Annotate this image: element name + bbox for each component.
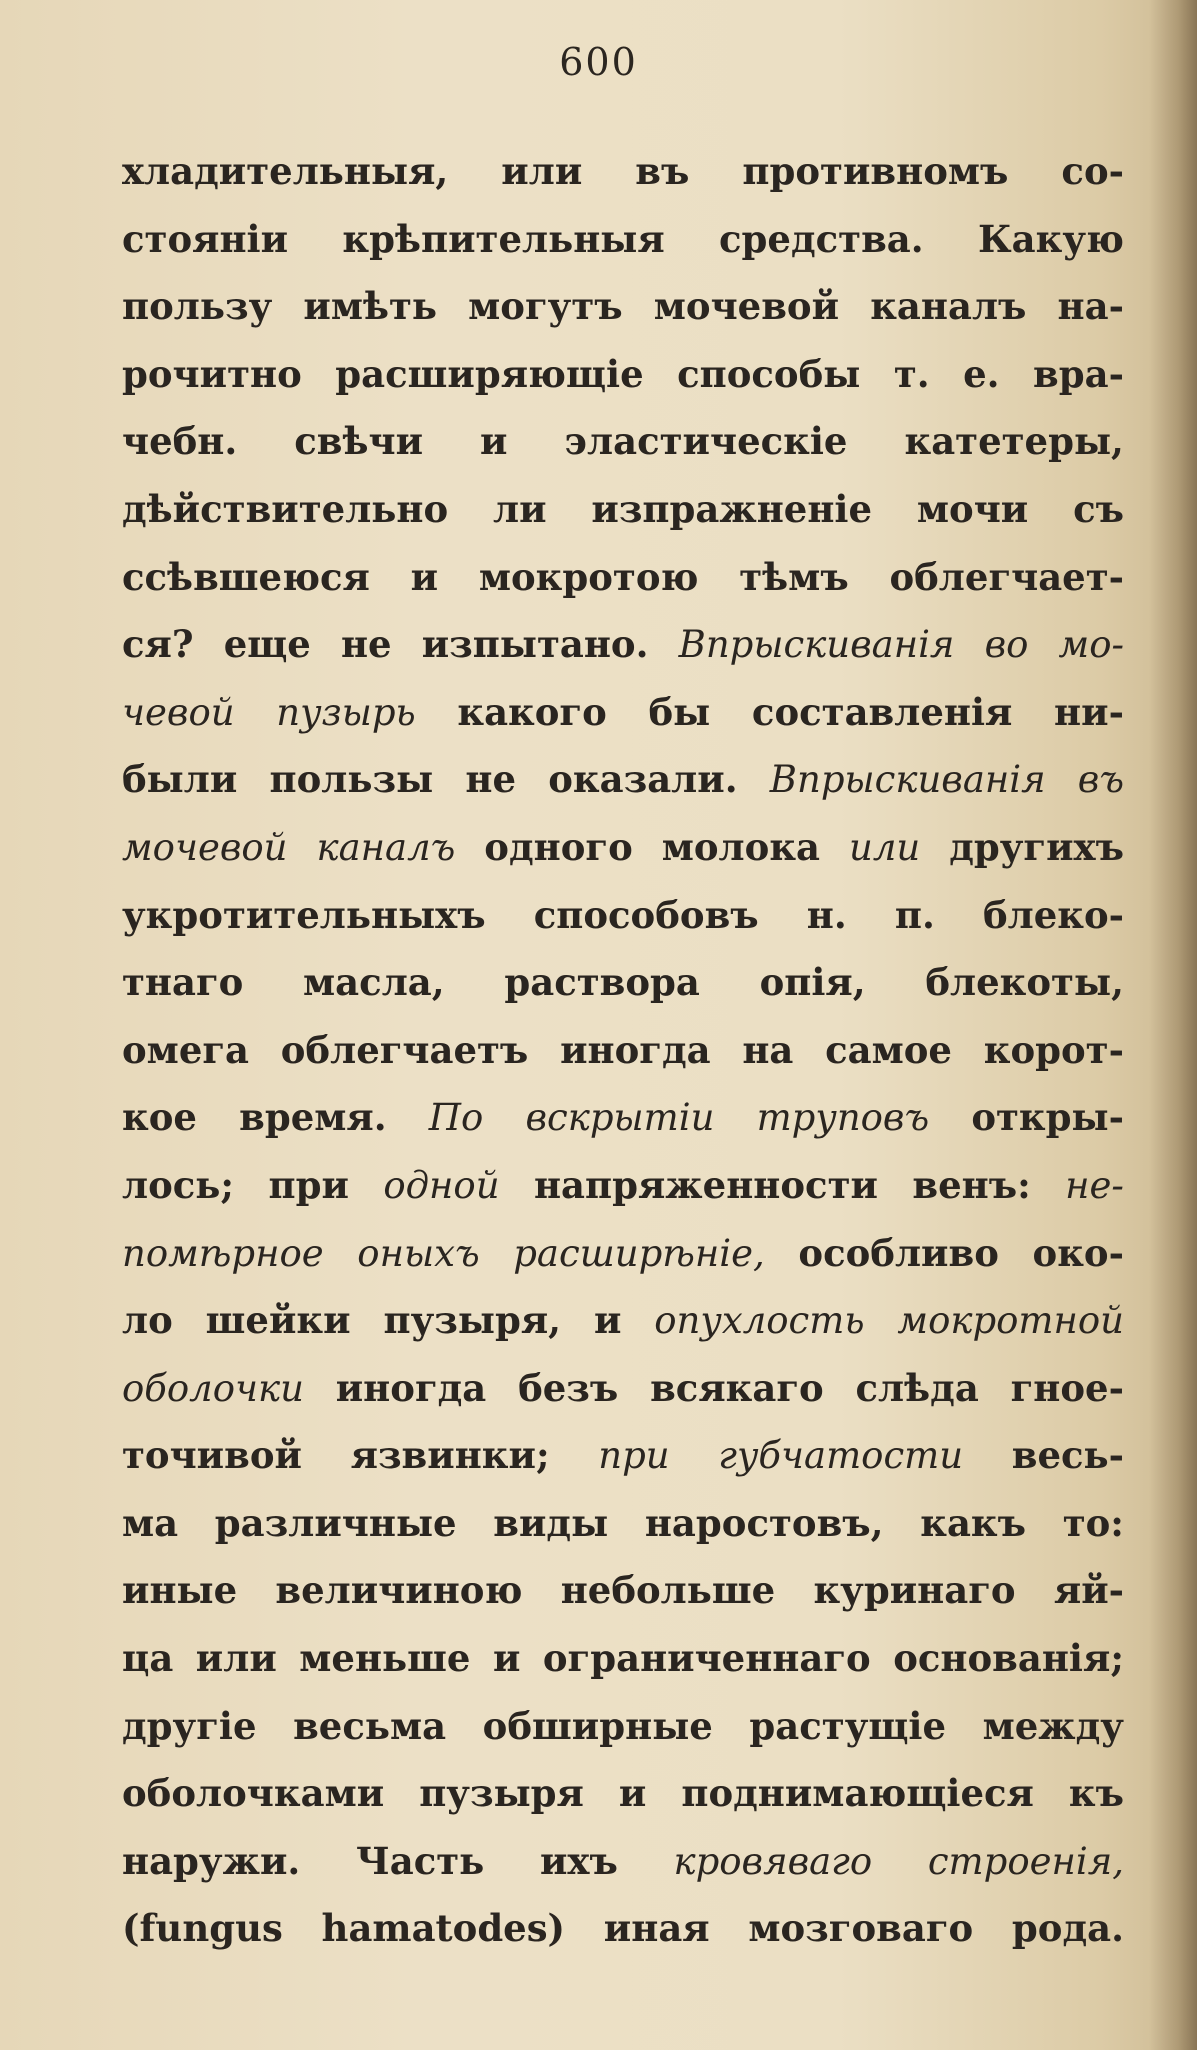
word: ссѣвшеюся xyxy=(122,554,370,599)
word: обширные xyxy=(482,1703,713,1748)
word: какого xyxy=(457,689,607,734)
italic-word: не- xyxy=(1065,1163,1124,1207)
word: расширяющіе xyxy=(335,351,644,396)
italic-word: труповъ xyxy=(756,1096,930,1140)
word: т. xyxy=(893,351,930,396)
text-line xyxy=(122,1625,1124,1693)
word: п. xyxy=(894,892,935,937)
word: составленія xyxy=(751,689,1013,734)
word: со- xyxy=(1061,149,1124,193)
word: и xyxy=(593,1298,622,1343)
word: пузыря, xyxy=(383,1298,562,1343)
text-line xyxy=(122,476,1124,544)
text-line xyxy=(122,1693,1124,1761)
word: ни- xyxy=(1054,689,1124,734)
word: молока xyxy=(661,824,821,869)
word: шейки xyxy=(205,1298,351,1343)
word: величиною xyxy=(275,1568,523,1613)
word: оболочками xyxy=(122,1771,385,1816)
word: точивой xyxy=(122,1433,302,1478)
word: самое xyxy=(825,1027,952,1072)
italic-word: мочевой xyxy=(122,825,288,869)
word: катетеры, xyxy=(904,419,1124,464)
word: или xyxy=(195,1636,277,1681)
word: весьма xyxy=(293,1703,447,1748)
word: поднимающіеся xyxy=(681,1771,1034,1816)
word: еще xyxy=(223,622,311,667)
word: ли xyxy=(493,486,547,531)
text-line xyxy=(122,408,1124,476)
word: язвинки; xyxy=(350,1433,550,1478)
word: не xyxy=(465,757,517,802)
word: ся? xyxy=(122,622,194,667)
word: ма xyxy=(122,1500,179,1545)
word: въ xyxy=(635,149,690,193)
italic-word: каналъ xyxy=(316,825,456,869)
page-number: 600 xyxy=(559,40,638,84)
text-line xyxy=(122,1355,1124,1423)
page-edge-shadow xyxy=(1149,0,1197,2050)
text-line xyxy=(122,206,1124,274)
word: вра- xyxy=(1033,351,1124,396)
word: различные xyxy=(214,1500,457,1545)
word: способы xyxy=(677,351,861,396)
text-line xyxy=(122,138,1124,206)
word: ихъ xyxy=(539,1838,618,1883)
text-line xyxy=(122,1017,1124,1085)
italic-word: опухлость xyxy=(654,1299,865,1343)
italic-word: при xyxy=(598,1434,670,1478)
word: стояніи xyxy=(122,216,289,261)
italic-word: мокротной xyxy=(897,1299,1124,1343)
word: каналъ xyxy=(870,284,1027,329)
word: рода. xyxy=(1011,1906,1124,1951)
italic-word: помѣрное xyxy=(122,1231,324,1275)
word: (fungus xyxy=(122,1906,283,1951)
italic-word: чевой xyxy=(122,690,235,734)
text-line xyxy=(122,882,1124,950)
word: на- xyxy=(1057,284,1124,329)
word: дѣйствительно xyxy=(122,486,449,531)
word: облегчаетъ xyxy=(280,1027,529,1072)
italic-word: пузырь xyxy=(276,690,416,734)
word: тнаго xyxy=(122,960,244,1005)
word: слѣда xyxy=(855,1365,979,1410)
word: откры- xyxy=(971,1095,1124,1140)
word: другихъ xyxy=(949,824,1124,869)
word: укротительныхъ xyxy=(122,892,486,937)
word: изпытано. xyxy=(421,622,649,667)
word: съ xyxy=(1073,486,1124,531)
text-line xyxy=(122,1422,1124,1490)
italic-word: во xyxy=(984,623,1029,667)
word: всякаго xyxy=(650,1365,824,1410)
word: мозговаго xyxy=(748,1906,974,1951)
text-line xyxy=(122,1287,1124,1355)
body-text xyxy=(122,138,1124,1963)
word: одного xyxy=(484,824,633,869)
word: облегчает- xyxy=(889,554,1124,599)
word: омега xyxy=(122,1027,250,1072)
word: мочевой xyxy=(653,284,840,329)
text-line xyxy=(122,1490,1124,1558)
word: изпражненіе xyxy=(591,486,873,531)
text-line xyxy=(122,1828,1124,1896)
text-line xyxy=(122,1760,1124,1828)
italic-word: вскрытіи xyxy=(525,1096,715,1140)
word: и xyxy=(618,1771,647,1816)
italic-word: оболочки xyxy=(122,1366,304,1410)
italic-word: расширѣніе, xyxy=(513,1231,765,1275)
italic-word: Впрыскиванія xyxy=(678,623,955,667)
text-line xyxy=(122,1895,1124,1963)
word: н. xyxy=(806,892,847,937)
word: яй- xyxy=(1053,1568,1124,1613)
word: иная xyxy=(603,1906,710,1951)
word: были xyxy=(122,757,238,802)
word: гное- xyxy=(1010,1365,1124,1410)
word: ограниченнаго xyxy=(542,1636,871,1681)
word: ца xyxy=(122,1636,174,1681)
italic-word: Впрыскиванія xyxy=(769,758,1046,802)
text-line xyxy=(122,746,1124,814)
word: наружи. xyxy=(122,1838,301,1883)
word: иногда xyxy=(335,1365,487,1410)
word: куринаго xyxy=(813,1568,1016,1613)
word: иногда xyxy=(560,1027,711,1072)
text-line xyxy=(122,814,1124,882)
word: пользу xyxy=(122,284,273,329)
text-line xyxy=(122,1152,1124,1220)
word: имѣть xyxy=(303,284,438,329)
word: опія, xyxy=(759,960,866,1005)
word: особливо xyxy=(798,1230,999,1275)
text-line xyxy=(122,1084,1124,1152)
word: око- xyxy=(1032,1230,1124,1275)
text-line xyxy=(122,341,1124,409)
word: кое xyxy=(122,1095,197,1140)
word: на xyxy=(742,1027,794,1072)
word: виды xyxy=(493,1500,609,1545)
word: масла, xyxy=(303,960,445,1005)
word: пузыря xyxy=(419,1771,584,1816)
word: свѣчи xyxy=(294,419,424,464)
text-line xyxy=(122,679,1124,747)
word: и xyxy=(492,1636,521,1681)
word: могутъ xyxy=(468,284,623,329)
word: эластическіе xyxy=(564,419,848,464)
word: весь- xyxy=(1011,1433,1124,1478)
italic-word: мо- xyxy=(1058,623,1124,667)
word: пользы xyxy=(269,757,434,802)
word: Какую xyxy=(977,216,1124,261)
word: основанія; xyxy=(893,1636,1124,1681)
italic-word: оныхъ xyxy=(357,1231,480,1275)
word: мочи xyxy=(916,486,1029,531)
word: оказали. xyxy=(548,757,738,802)
word: е. xyxy=(963,351,1000,396)
italic-word: въ xyxy=(1077,758,1124,802)
word: противномъ xyxy=(742,149,1009,193)
word: при xyxy=(268,1162,349,1207)
word: наростовъ, xyxy=(644,1500,884,1545)
word: лось; xyxy=(122,1162,235,1207)
italic-word: кровяваго xyxy=(673,1839,873,1883)
word: способовъ xyxy=(533,892,759,937)
word: между xyxy=(982,1703,1124,1748)
word: и xyxy=(480,419,508,464)
word: или xyxy=(501,149,583,193)
text-line xyxy=(122,1220,1124,1288)
word: растущіе xyxy=(749,1703,947,1748)
word: хладительныя, xyxy=(122,149,449,193)
word: hamatodes) xyxy=(321,1906,566,1951)
word: мокротою xyxy=(478,554,699,599)
word: къ xyxy=(1068,1771,1124,1816)
italic-word: или xyxy=(849,825,921,869)
word: меньше xyxy=(299,1636,471,1681)
word: рочитно xyxy=(122,351,302,396)
word: какъ xyxy=(920,1500,1027,1545)
word: бы xyxy=(648,689,711,734)
text-line xyxy=(122,949,1124,1017)
word: другіе xyxy=(122,1703,257,1748)
word: время. xyxy=(239,1095,387,1140)
italic-word: По xyxy=(428,1096,484,1140)
text-line xyxy=(122,544,1124,612)
text-line xyxy=(122,273,1124,341)
word: ло xyxy=(122,1298,173,1343)
word: напряженности xyxy=(533,1162,878,1207)
word: тѣмъ xyxy=(739,554,849,599)
word: раствора xyxy=(504,960,700,1005)
text-line xyxy=(122,611,1124,679)
italic-word: строенія, xyxy=(927,1839,1124,1883)
word: и xyxy=(410,554,439,599)
word: безъ xyxy=(518,1365,619,1410)
word: блеко- xyxy=(982,892,1124,937)
word: корот- xyxy=(983,1027,1124,1072)
italic-word: одной xyxy=(383,1163,500,1207)
word: не xyxy=(340,622,392,667)
word: иные xyxy=(122,1568,238,1613)
text-line xyxy=(122,1557,1124,1625)
word: крѣпительныя xyxy=(342,216,665,261)
word: средства. xyxy=(719,216,924,261)
word: венъ: xyxy=(912,1162,1031,1207)
italic-word: губчатости xyxy=(718,1434,964,1478)
word: блекоты, xyxy=(925,960,1124,1005)
word: то: xyxy=(1062,1500,1124,1545)
word: Часть xyxy=(355,1838,485,1883)
word: небольше xyxy=(560,1568,776,1613)
word: чебн. xyxy=(122,419,238,464)
